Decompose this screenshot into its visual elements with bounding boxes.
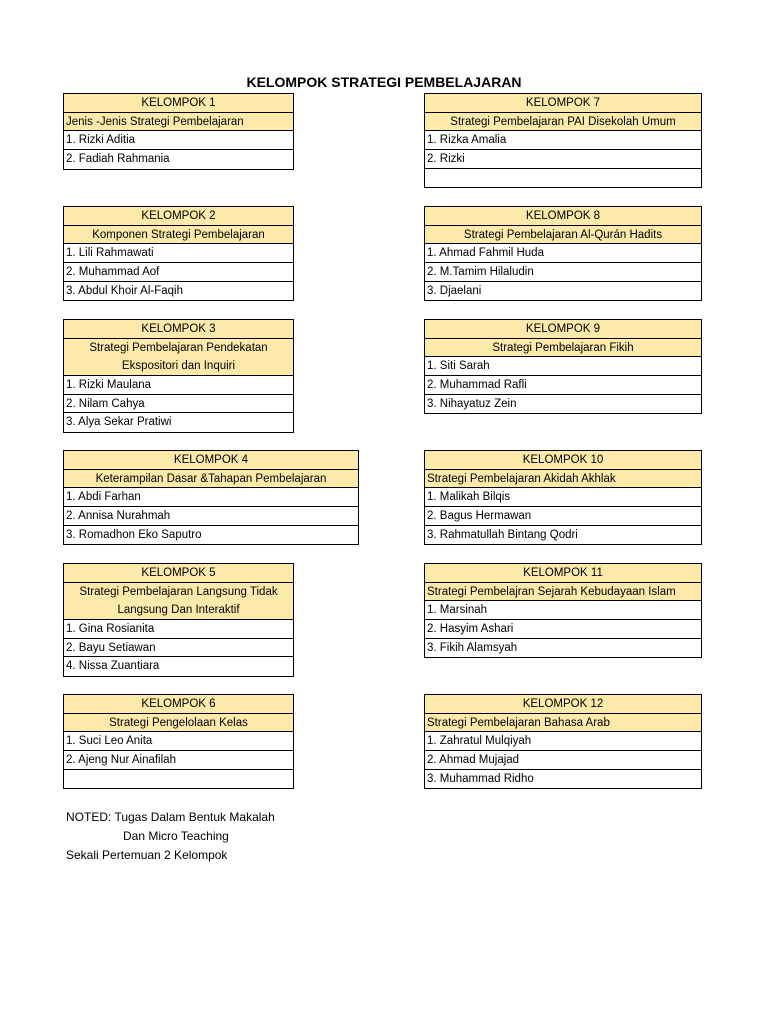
group-member: 2. Rizki xyxy=(425,150,701,169)
group-member: 2. Annisa Nurahmah xyxy=(64,507,358,526)
group-member: 2. Muhammad Aof xyxy=(64,263,293,282)
group-topic: Komponen Strategi Pembelajaran xyxy=(64,226,293,245)
group-table xyxy=(424,694,702,789)
group-member: 4. Nissa Zuantiara xyxy=(66,660,160,673)
group-topic: Strategi Pengelolaan Kelas xyxy=(64,714,293,733)
group-table xyxy=(63,319,294,433)
group-table xyxy=(424,450,702,545)
group-name: KELOMPOK 3 xyxy=(64,320,293,339)
group-member: 2. Fadiah Rahmania xyxy=(66,153,170,166)
group-topic: Strategi Pembelajaran Fikih xyxy=(425,339,701,358)
group-member: 1. Rizka Amalia xyxy=(425,131,701,150)
note-line: Sekali Pertemuan 2 Kelompok xyxy=(66,848,228,862)
group-member: 1. Lili Rahmawati xyxy=(64,244,293,263)
group-member: 2. Bagus Hermawan xyxy=(425,507,701,526)
group-name: KELOMPOK 12 xyxy=(425,695,701,714)
group-member: 2. Bayu Setiawan xyxy=(64,639,293,658)
group-member xyxy=(425,169,701,188)
group-name: KELOMPOK 8 xyxy=(425,207,701,226)
group-member: 1. Marsinah xyxy=(425,601,701,620)
group-table xyxy=(424,319,702,414)
group-table xyxy=(63,450,359,545)
group-member: 2. M.Tamim Hilaludin xyxy=(425,263,701,282)
group-table xyxy=(63,694,294,789)
group-topic: Jenis -Jenis Strategi Pembelajaran xyxy=(64,113,293,132)
group-topic: Strategi Pembelajaran Langsung Tidak Langsung Dan Interaktif xyxy=(64,583,293,620)
group-name: KELOMPOK 11 xyxy=(425,564,701,583)
group-topic: Strategi Pembelajaran PAI Disekolah Umum xyxy=(425,113,701,132)
group-name: KELOMPOK 6 xyxy=(64,695,293,714)
group-table xyxy=(424,206,702,301)
group-topic: Strategi Pembelajaran Akidah Akhlak xyxy=(425,470,701,489)
group-topic: Strategi Pembelajaran Al-Qurán Hadits xyxy=(425,226,701,245)
group-name: KELOMPOK 9 xyxy=(425,320,701,339)
group-member: 1. Gina Rosianita xyxy=(64,620,293,639)
group-member: 1. Rizki Maulana xyxy=(64,376,293,395)
group-member: 1. Suci Leo Anita xyxy=(64,732,293,751)
group-topic: Strategi Pembelajran Sejarah Kebudayaan Islam xyxy=(425,583,701,602)
group-member: 1. Ahmad Fahmil Huda xyxy=(425,244,701,263)
group-topic: Strategi Pembelajaran Bahasa Arab xyxy=(425,714,701,733)
group-table xyxy=(63,93,294,170)
group-member: 3. Abdul Khoir Al-Faqih xyxy=(66,284,183,297)
group-member: 3. Fikih Alamsyah xyxy=(427,641,518,654)
group-member: 3. Nihayatuz Zein xyxy=(427,397,517,410)
group-name: KELOMPOK 4 xyxy=(64,451,358,470)
group-member: 2. Nilam Cahya xyxy=(64,395,293,414)
page-title: KELOMPOK STRATEGI PEMBELAJARAN xyxy=(246,74,522,90)
group-name: KELOMPOK 10 xyxy=(425,451,701,470)
group-member: 2. Hasyim Ashari xyxy=(425,620,701,639)
group-table xyxy=(424,93,702,188)
group-member: 2. Ajeng Nur Ainafilah xyxy=(64,751,293,770)
group-member: 1. Malikah Bilqis xyxy=(425,488,701,507)
group-member xyxy=(64,770,293,789)
group-table xyxy=(63,206,294,301)
group-topic: Strategi Pembelajaran Pendekatan Ekspositori dan Inquiri xyxy=(64,339,293,376)
group-table xyxy=(424,563,702,658)
notes xyxy=(66,808,275,865)
group-name: KELOMPOK 1 xyxy=(64,94,293,113)
group-name: KELOMPOK 2 xyxy=(64,207,293,226)
note-line: Dan Micro Teaching xyxy=(123,829,229,843)
group-name: KELOMPOK 5 xyxy=(64,564,293,583)
group-topic: Keterampilan Dasar &Tahapan Pembelajaran xyxy=(64,470,358,489)
group-member: 3. Alya Sekar Pratiwi xyxy=(66,416,172,429)
group-member: 1. Zahratul Mulqiyah xyxy=(425,732,701,751)
group-member: 1. Siti Sarah xyxy=(425,357,701,376)
group-member: 3. Muhammad Ridho xyxy=(427,772,534,785)
group-member: 2. Ahmad Mujajad xyxy=(425,751,701,770)
group-member: 3. Djaelani xyxy=(427,284,482,297)
group-member: 1. Abdi Farhan xyxy=(64,488,358,507)
group-member: 3. Rahmatullah Bintang Qodri xyxy=(427,528,578,541)
group-table xyxy=(63,563,294,677)
group-member: 1. Rizki Aditia xyxy=(64,131,293,150)
group-member: 3. Romadhon Eko Saputro xyxy=(66,528,202,541)
group-name: KELOMPOK 7 xyxy=(425,94,701,113)
group-member: 2. Muhammad Rafli xyxy=(425,376,701,395)
note-line: NOTED: Tugas Dalam Bentuk Makalah xyxy=(66,810,275,824)
